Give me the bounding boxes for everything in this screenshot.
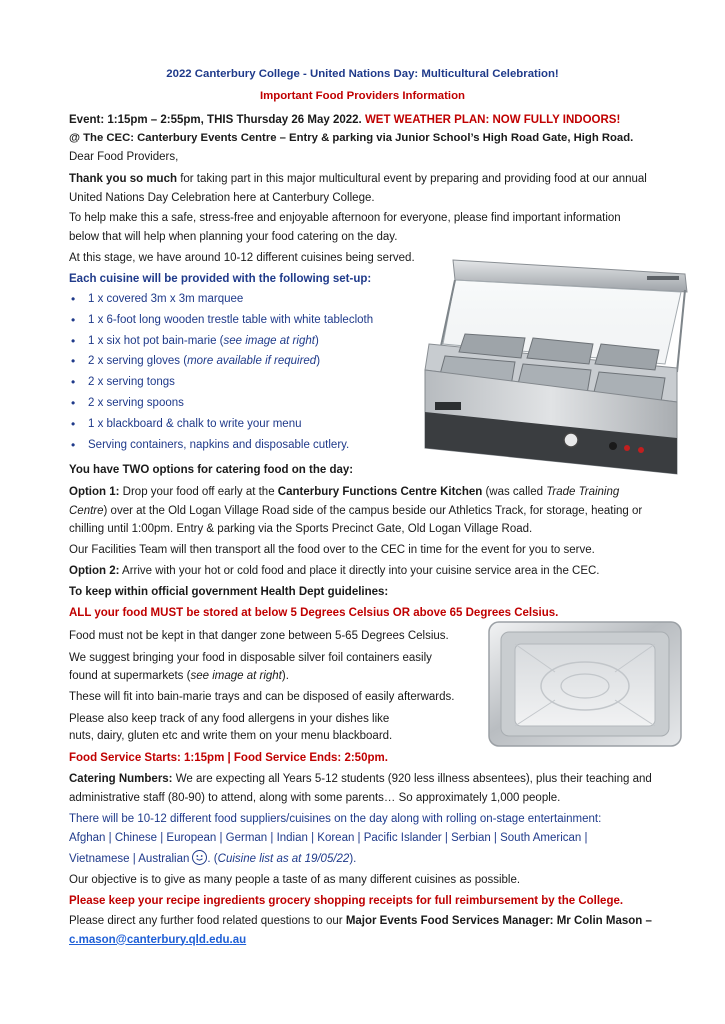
- facilities-line: Our Facilities Team will then transport all the food over to the CEC in time for the event for you to serve.: [69, 544, 595, 556]
- thanks-bold: Thank you so much: [69, 173, 177, 185]
- setup-item: • 1 x 6-foot long wooden trestle table with white tablecloth: [69, 314, 373, 335]
- bain-marie-image: [415, 252, 690, 480]
- email-link[interactable]: c.mason@canterbury.qld.edu.au: [69, 933, 247, 946]
- danger-zone-line: Food must not be kept in that danger zone between 5-65 Degrees Celsius.: [69, 630, 449, 642]
- setup-item: • 1 x covered 3m x 3m marquee: [69, 293, 373, 314]
- allergens-line-1: Please also keep track of any food allergens in your dishes like: [69, 713, 390, 725]
- receipts-line: Please keep your recipe ingredients grocery shopping receipts for full reimbursement by the College.: [69, 895, 624, 907]
- weather-plan: WET WEATHER PLAN: NOW FULLY INDOORS!: [364, 114, 621, 126]
- page-title: 2022 Canterbury College - United Nations Day: Multicultural Celebration!: [166, 68, 559, 80]
- cuisine-intro: There will be 10-12 different food suppliers/cuisines on the day along with rolling on-stage entertainment:: [69, 813, 602, 825]
- greeting: Dear Food Providers,: [69, 151, 179, 163]
- setup-heading: Each cuisine will be provided with the following set-up:: [69, 273, 372, 285]
- option2-line: Option 2: Arrive with your hot or cold food and place it directly into your cuisine service area in the CEC.: [69, 565, 600, 577]
- suggest-line-1: We suggest bringing your food in disposable silver foil containers easily: [69, 652, 432, 664]
- setup-item: • Serving containers, napkins and disposable cutlery.: [69, 439, 373, 460]
- intro-cuisines: At this stage, we have around 10-12 different cuisines being served.: [69, 252, 415, 264]
- cuisine-list-line-2: Vietnamese | Australian . (Cuisine list as at 19/05/22).: [69, 850, 356, 866]
- smiley-icon: [192, 850, 207, 865]
- health-heading: To keep within official government Health Dept guidelines:: [69, 586, 389, 598]
- contact-paragraph: Please direct any further food related questions to our Major Events Food Services Manager: Mr Colin Mason – c.mason@canterbury.qld.edu.au: [69, 915, 652, 946]
- suggest-line-2: found at supermarkets (see image at right).: [69, 670, 289, 682]
- event-time-line: [69, 113, 620, 127]
- options-heading: You have TWO options for catering food on the day:: [69, 464, 354, 476]
- allergens-line-2: nuts, dairy, gluten etc and write them on your menu blackboard.: [69, 730, 393, 742]
- intro-help-paragraph: To help make this a safe, stress-free and enjoyable afternoon for everyone, please find important information below that will help when planning your food catering on the day.: [69, 212, 621, 243]
- cuisine-list-line-1: Afghan | Chinese | European | German | Indian | Korean | Pacific Islander | Serbian | South American |: [69, 832, 588, 844]
- setup-item: • 1 x blackboard & chalk to write your menu: [69, 418, 373, 439]
- page-subtitle: Important Food Providers Information: [259, 90, 466, 102]
- intro-thanks-paragraph: [69, 170, 653, 207]
- thanks-text: for taking part in this major multicultural event by preparing and providing food at our annual United Nations Day Celebration here at Canterbury College.: [69, 173, 647, 204]
- foil-container-image: [485, 614, 685, 754]
- setup-list: [69, 293, 373, 459]
- option1-paragraph: Option 1: Drop your food off early at the Canterbury Functions Centre Kitchen (was called Trade Training Centre) over at the Old Logan Village Road side of the campus beside our Athletics Track, for storage, heating or chilling until 1:00pm. Entry & parking via the Sports Precinct Gate, Old Logan Village Road.: [69, 486, 643, 535]
- setup-item: • 2 x serving tongs: [69, 376, 373, 397]
- setup-item: • 2 x serving spoons: [69, 397, 373, 418]
- catering-numbers-paragraph: Catering Numbers: We are expecting all Years 5-12 students (920 less illness absentees), plus their teaching and administrative staff (80-90) to attend, along with some parents… So approximately 1,000 people.: [69, 773, 652, 804]
- service-times: Food Service Starts: 1:15pm | Food Service Ends: 2:50pm.: [69, 752, 388, 764]
- fit-line: These will fit into bain-marie trays and can be disposed of easily afterwards.: [69, 691, 455, 703]
- objective-line: Our objective is to give as many people a taste of as many different cuisines as possible.: [69, 874, 521, 886]
- event-location: @ The CEC: Canterbury Events Centre – Entry & parking via Junior School’s High Road Gate, High Road.: [69, 132, 634, 144]
- setup-item: • 2 x serving gloves (more available if required): [69, 355, 373, 376]
- event-time: Event: 1:15pm – 2:55pm, THIS Thursday 26 May 2022.: [69, 114, 362, 126]
- health-rule: ALL your food MUST be stored at below 5 Degrees Celsius OR above 65 Degrees Celsius.: [69, 607, 559, 619]
- setup-item: • 1 x six hot pot bain-marie (see image at right): [69, 335, 373, 356]
